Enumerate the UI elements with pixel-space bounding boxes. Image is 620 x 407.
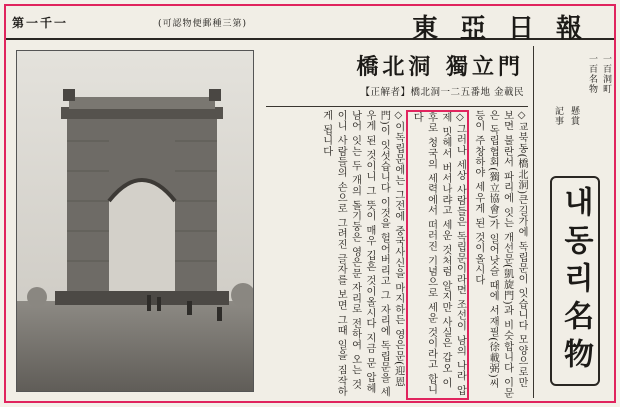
sidebar-place-tag: 一百洞町 (601, 54, 611, 94)
article-headline: 橋北洞 獨立門 (356, 55, 524, 80)
series-title-box (550, 176, 600, 386)
sidebar-prize-tag: 懸賞 (569, 106, 579, 126)
article-body (266, 110, 528, 400)
masthead (6, 6, 614, 44)
series-title: 내동리名物 (558, 186, 593, 376)
gate-illustration (17, 51, 254, 392)
registration-note: (可認物便郵種三第) (158, 19, 248, 29)
series-sidebar (533, 46, 615, 398)
newspaper-title: 東亞日報 (411, 14, 604, 44)
independence-gate-photo (16, 50, 254, 392)
header-rule (266, 106, 528, 107)
body-paragraph-highlighted: ◇그러나 세상 사람들은 독립문이라면 조선이 남의 나라 압제 밋헤서 버서나랴고 세운 것처럼 알지만 사실은 갑오 이후로 청국의 세력에서 떠러진 기념으로 세운 것이라고 합니다 (406, 110, 470, 400)
sidebar-count-tag: 一百名物 (587, 54, 597, 94)
body-paragraph-2: ◇이독립문에는 그전에 중국사신을 마지하든 영은문(迎恩門)이 잇섯습니다 이것을 헐어버리고 그 자리에 독립문을 세우게 된 것이니 그 뜻이 매우 깁흔 것이올시다 지금 문 압헤 남어 잇는 두 개의 돌기둥은 영은문 자리로 전하여 오는 것이니 사람들의 손으로 그려진 글자를 보면 그때 일을 짐작하게 됩니다 (320, 110, 404, 398)
issue-number: 第一千一 (12, 16, 69, 30)
sidebar-record-tag: 記事 (553, 106, 563, 126)
article-subhead: 【正解者】橋北洞一二五番地 金載民 (360, 87, 524, 98)
article-header (266, 50, 528, 106)
newspaper-page (4, 4, 616, 403)
body-paragraph-1: ◇교북동(橋北洞)큰길가에 독립문이 잇습니다 모양으로만 보면 불란서 파리에 잇는 개선문(凱旋門)과 비슷합니다 이문은 독립협회(獨立協會)가 일어낫슬 때에 서재필(徐載弼)씨 등이 주창하야 세우게 된 것이올시다 (472, 110, 527, 399)
